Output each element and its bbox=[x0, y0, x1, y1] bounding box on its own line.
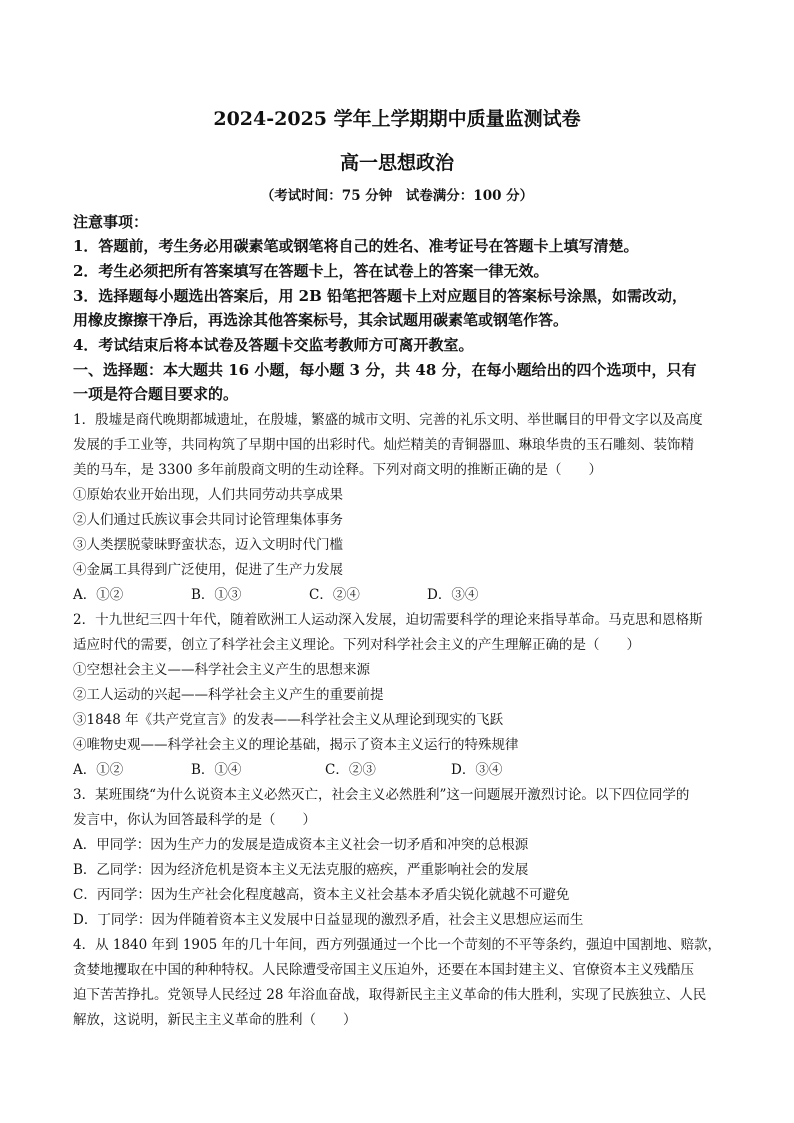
question-2-stem: 适应时代的需要，创立了科学社会主义理论。下列对科学社会主义的产生理解正确的是（ ） bbox=[73, 637, 640, 653]
subject-title: 高一思想政治 bbox=[339, 152, 454, 174]
exam-info: （考试时间：75 分钟 试卷满分：100 分） bbox=[260, 188, 534, 204]
option-d: D．③④ bbox=[451, 762, 503, 778]
question-2-item: ②工人运动的兴起——科学社会主义产生的重要前提 bbox=[73, 687, 384, 703]
section-heading: 一、选择题：本大题共 16 小题，每小题 3 分，共 48 分，在每小题给出的四个选项中，只有 bbox=[73, 361, 697, 379]
option-c: C．②③ bbox=[325, 762, 376, 778]
notice-line: 2．考生必须把所有答案填写在答题卡上，答在试卷上的答案一律无效。 bbox=[73, 262, 549, 280]
question-3-option: A．甲同学：因为生产力的发展是造成资本主义社会一切矛盾和冲突的总根源 bbox=[73, 837, 529, 853]
notice-line: 3．选择题每小题选出答案后，用 2B 铅笔把答题卡上对应题目的答案标号涂黑，如需改动， bbox=[73, 287, 688, 305]
question-2-item: ④唯物史观——科学社会主义的理论基础，揭示了资本主义运行的特殊规律 bbox=[73, 737, 519, 753]
option-c: C．②④ bbox=[309, 587, 360, 603]
option-b: B．①③ bbox=[191, 587, 242, 603]
option-a: A．①② bbox=[73, 587, 124, 603]
question-3-option: D．丁同学：因为伴随着资本主义发展中日益显现的激烈矛盾，社会主义思想应运而生 bbox=[73, 912, 584, 928]
question-4-stem: 解放，这说明，新民主主义革命的胜利（ ） bbox=[73, 1012, 357, 1028]
question-4-stem: 贪婪地攫取在中国的种种特权。人民除遭受帝国主义压迫外，还要在本国封建主义、官僚资本主义残酷压 bbox=[73, 962, 694, 978]
question-3-stem: 3．某班围绕“为什么说资本主义必然灭亡，社会主义必然胜利”这一问题展开激烈讨论。以下四位同学的 bbox=[73, 787, 690, 803]
question-1-item: ③人类摆脱蒙昧野蛮状态，迈入文明时代门槛 bbox=[73, 537, 343, 553]
question-3-option: B．乙同学：因为经济危机是资本主义无法克服的癌疾，严重影响社会的发展 bbox=[73, 862, 529, 878]
question-2-item: ③1848 年《共产党宣言》的发表——科学社会主义从理论到现实的飞跃 bbox=[73, 712, 504, 728]
section-heading: 一项是符合题目要求的。 bbox=[73, 385, 239, 403]
question-2-stem: 2．十九世纪三四十年代，随着欧洲工人运动深入发展，迫切需要科学的理论来指导革命。马克思和恩格斯 bbox=[73, 612, 703, 628]
question-2-item: ①空想社会主义——科学社会主义产生的思想来源 bbox=[73, 662, 370, 678]
question-4-stem: 迫下苦苦挣扎。党领导人民经过 28 年浴血奋战，取得新民主主义革命的伟大胜利，实现了民族独立、人民 bbox=[73, 987, 707, 1003]
question-1-stem: 美的马车，是 3300 多年前殷商文明的生动诠释。下列对商文明的推断正确的是（ ） bbox=[73, 462, 602, 478]
option-b: B．①④ bbox=[191, 762, 242, 778]
notice-line: 1．答题前，考生务必用碳素笔或钢笔将自己的姓名、准考证号在答题卡上填写清楚。 bbox=[73, 237, 639, 255]
notice-heading: 注意事项： bbox=[73, 213, 149, 231]
question-1-item: ④金属工具得到广泛使用，促进了生产力发展 bbox=[73, 562, 343, 578]
question-3-option: C．丙同学：因为生产社会化程度越高，资本主义社会基本矛盾尖锐化就越不可避免 bbox=[73, 887, 570, 903]
option-a: A．①② bbox=[73, 762, 124, 778]
question-1-item: ①原始农业开始出现，人们共同劳动共享成果 bbox=[73, 487, 343, 503]
question-4-stem: 4．从 1840 年到 1905 年的几十年间，西方列强通过一个比一个苛刻的不平等条约，强迫中国割地、赔款， bbox=[73, 937, 721, 953]
notice-line: 4．考试结束后将本试卷及答题卡交监考教师方可离开教室。 bbox=[73, 336, 474, 354]
option-d: D．③④ bbox=[427, 587, 479, 603]
question-3-stem: 发言中，你认为回答最科学的是（ ） bbox=[73, 812, 316, 828]
question-1-stem: 发展的手工业等，共同构筑了早期中国的出彩时代。灿烂精美的青铜器皿、琳琅华贵的玉石雕刻、装饰精 bbox=[73, 437, 694, 453]
question-1-item: ②人们通过氏族议事会共同讨论管理集体事务 bbox=[73, 512, 343, 528]
exam-title: 2024-2025 学年上学期期中质量监测试卷 bbox=[213, 108, 581, 130]
question-1-stem: 1．殷墟是商代晚期都城遗址，在殷墟，繁盛的城市文明、完善的礼乐文明、举世瞩目的甲骨文字以及高度 bbox=[73, 412, 703, 428]
notice-line: 用橡皮擦擦干净后，再选涂其他答案标号，其余试题用碳素笔或钢笔作答。 bbox=[73, 311, 569, 329]
